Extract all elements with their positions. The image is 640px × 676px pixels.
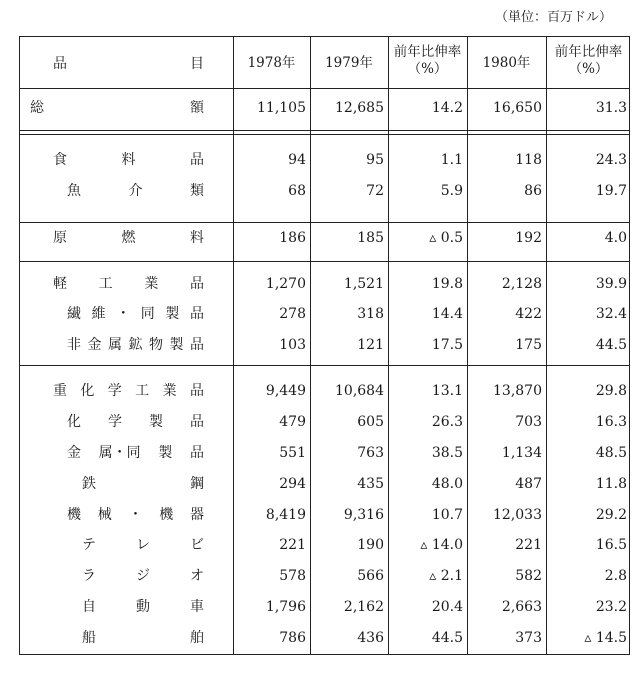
row-item-label <box>82 475 204 493</box>
row-item-char: ・ <box>116 306 131 322</box>
unit-caption: （単位：百万ドル） <box>494 10 612 25</box>
value-1980: 175 <box>515 337 542 353</box>
row-item-char: 魚 <box>67 183 81 199</box>
trade-table <box>19 36 630 655</box>
row-item-char: ジ <box>136 568 150 584</box>
value-1980: 192 <box>515 230 542 246</box>
row-item-char: 製 <box>149 414 163 430</box>
row-item-label <box>53 382 204 400</box>
row-item-label <box>82 536 204 554</box>
header-rate-1979 <box>388 44 467 78</box>
row-item-char: ビ <box>190 537 204 553</box>
row-item-char: 器 <box>190 507 204 523</box>
row-item-label <box>67 506 204 524</box>
row-item-char: オ <box>190 568 204 584</box>
row-item-char: 業 <box>144 276 159 292</box>
rate-1979: ▵ 2.1 <box>429 568 463 584</box>
row-item-char: 金 <box>67 445 81 461</box>
value-1980: 2,663 <box>501 599 542 615</box>
header-1978: 1978年 <box>247 55 296 71</box>
rate-1979: 13.1 <box>431 383 463 399</box>
value-1979: 185 <box>357 230 384 246</box>
header-rule <box>20 88 629 89</box>
value-1979: 72 <box>366 183 384 199</box>
row-item-char: 鉄 <box>82 476 96 492</box>
row-item-char: 料 <box>121 152 136 168</box>
row-item-char: 軽 <box>53 276 67 292</box>
rate-1979: 17.5 <box>431 337 463 353</box>
value-1979: 190 <box>357 537 384 553</box>
row-item-char: 繊 <box>67 306 81 322</box>
value-1978: 578 <box>279 568 306 584</box>
row-item-char: ・ <box>128 507 143 523</box>
value-1980: 221 <box>515 537 542 553</box>
value-1978: 551 <box>279 445 306 461</box>
header-rate-label: 前年比伸率 <box>554 44 623 60</box>
row-item-char: 機 <box>159 507 174 523</box>
row-item-char: 自 <box>82 599 96 615</box>
row-item-label <box>67 413 204 431</box>
value-1978: 479 <box>279 414 306 430</box>
header-1980: 1980年 <box>482 55 531 71</box>
row-item-char: 舶 <box>190 630 204 646</box>
row-item-char: 工 <box>135 383 150 399</box>
row-item-char: 物 <box>149 337 163 353</box>
row-item-char: 料 <box>190 230 204 246</box>
row-item-label <box>53 275 204 293</box>
value-1979: 1,521 <box>343 276 384 292</box>
row-item-char: 重 <box>53 383 67 399</box>
rate-1980: 16.3 <box>595 414 627 430</box>
row-item-char: 学 <box>107 383 122 399</box>
row-item-char: 介 <box>128 183 143 199</box>
row-item-label <box>30 99 204 117</box>
rate-1980: 19.7 <box>595 183 627 199</box>
value-1978: 1,796 <box>265 599 306 615</box>
row-item-label <box>67 305 204 323</box>
group-rule <box>20 261 629 262</box>
value-1980: 12,033 <box>493 507 542 523</box>
row-item-char: 業 <box>162 383 177 399</box>
row-item-char: 鋼 <box>190 476 204 492</box>
value-1979: 435 <box>357 476 384 492</box>
header-1979: 1979年 <box>325 55 373 71</box>
header-rate-label: 前年比伸率 <box>393 44 462 60</box>
row-item-char: 属 <box>108 337 122 353</box>
value-1980: 86 <box>524 183 542 199</box>
row-item-label <box>53 151 204 169</box>
value-1980: 422 <box>515 306 542 322</box>
row-item-char: 製 <box>158 445 173 461</box>
row-item-char: レ <box>136 537 150 553</box>
group-rule <box>20 222 629 223</box>
value-1978: 186 <box>279 230 306 246</box>
header-item <box>53 55 204 73</box>
rate-1979: 14.4 <box>431 306 463 322</box>
value-1979: 318 <box>357 306 384 322</box>
row-item-char: 動 <box>136 599 150 615</box>
row-item-char: 非 <box>67 337 81 353</box>
rate-1979: 38.5 <box>431 445 463 461</box>
rate-1979: 44.5 <box>431 630 463 646</box>
row-item-label <box>82 629 204 647</box>
row-item-char: 船 <box>82 630 96 646</box>
row-item-char: 維 <box>91 306 106 322</box>
rate-1979: 48.0 <box>431 476 463 492</box>
row-item-char: 総 <box>30 100 44 116</box>
row-item-char: 類 <box>190 183 204 199</box>
rate-1980: 2.8 <box>604 568 627 584</box>
value-1980: 118 <box>515 152 542 168</box>
value-1980: 13,870 <box>493 383 542 399</box>
value-1978: 1,270 <box>265 276 306 292</box>
rate-1979: 14.2 <box>431 100 463 116</box>
row-item-char: 属・同 <box>98 445 141 461</box>
rate-1979: 1.1 <box>440 152 463 168</box>
header-rate-unit: （%） <box>407 61 448 77</box>
value-1980: 1,134 <box>501 445 542 461</box>
value-1979: 121 <box>357 337 384 353</box>
row-item-label <box>67 336 204 354</box>
rate-1979: 10.7 <box>431 507 463 523</box>
value-1979: 12,685 <box>335 100 384 116</box>
rate-1980: 24.3 <box>595 152 627 168</box>
rate-1980: 44.5 <box>595 337 627 353</box>
header-item-char: 品 <box>53 56 67 72</box>
rate-1980: ▵ 14.5 <box>584 630 627 646</box>
value-1979: 605 <box>357 414 384 430</box>
row-item-char: 金 <box>87 337 102 353</box>
value-1978: 103 <box>279 337 306 353</box>
row-item-label <box>53 229 204 247</box>
value-1980: 16,650 <box>493 100 542 116</box>
value-1979: 436 <box>357 630 384 646</box>
value-1980: 2,128 <box>501 276 542 292</box>
row-item-char: 品 <box>190 414 204 430</box>
row-item-char: ラ <box>82 568 96 584</box>
row-item-char: 品 <box>189 445 204 461</box>
rate-1979: ▵ 14.0 <box>420 537 463 553</box>
row-item-char: 工 <box>98 276 113 292</box>
total-double-rule <box>20 130 629 135</box>
row-item-char: 化 <box>67 414 81 430</box>
value-1979: 763 <box>357 445 384 461</box>
row-item-char: 品 <box>190 152 204 168</box>
value-1978: 68 <box>288 183 306 199</box>
value-1979: 10,684 <box>335 383 384 399</box>
row-item-char: 機 <box>67 507 81 523</box>
value-1978: 94 <box>288 152 306 168</box>
rate-1979: 5.9 <box>440 183 463 199</box>
row-item-char: 製 <box>165 306 180 322</box>
row-item-char: 品 <box>189 306 204 322</box>
value-1980: 703 <box>515 414 542 430</box>
value-1978: 11,105 <box>257 100 306 116</box>
row-item-char: 学 <box>108 414 122 430</box>
value-1978: 9,449 <box>265 383 306 399</box>
value-1979: 9,316 <box>343 507 384 523</box>
value-1979: 95 <box>366 152 384 168</box>
row-item-char: 品 <box>189 383 204 399</box>
row-item-char: 品 <box>189 276 204 292</box>
rate-1980: 48.5 <box>595 445 627 461</box>
row-item-char: 車 <box>190 599 204 615</box>
rate-1979: 26.3 <box>431 414 463 430</box>
value-1978: 8,419 <box>265 507 306 523</box>
rate-1980: 11.8 <box>595 476 627 492</box>
row-item-label <box>82 598 204 616</box>
row-item-label <box>67 182 204 200</box>
row-item-char: 燃 <box>121 230 136 246</box>
value-1980: 582 <box>515 568 542 584</box>
value-1979: 566 <box>357 568 384 584</box>
row-item-char: テ <box>82 537 96 553</box>
row-item-char: 同 <box>140 306 155 322</box>
row-item-char: 製 <box>169 337 184 353</box>
rate-1980: 32.4 <box>595 306 627 322</box>
value-1978: 221 <box>279 537 306 553</box>
row-item-char: 額 <box>190 100 204 116</box>
rate-1980: 16.5 <box>595 537 627 553</box>
rate-1980: 39.9 <box>595 276 627 292</box>
rate-1979: 20.4 <box>431 599 463 615</box>
row-item-char: 化 <box>80 383 95 399</box>
value-1980: 487 <box>515 476 542 492</box>
value-1979: 2,162 <box>343 599 384 615</box>
row-item-char: 品 <box>190 337 204 353</box>
value-1980: 373 <box>515 630 542 646</box>
rate-1979: 19.8 <box>431 276 463 292</box>
row-item-label <box>67 444 204 462</box>
header-rate-1980 <box>546 44 631 78</box>
row-item-char: 械 <box>97 507 112 523</box>
row-item-char: 鉱 <box>128 337 143 353</box>
group-rule <box>20 365 629 366</box>
row-item-label <box>82 567 204 585</box>
rate-1980: 23.2 <box>595 599 627 615</box>
row-item-char: 原 <box>53 230 67 246</box>
value-1978: 278 <box>279 306 306 322</box>
rate-1979: ▵ 0.5 <box>429 230 463 246</box>
value-1978: 786 <box>279 630 306 646</box>
rate-1980: 29.8 <box>595 383 627 399</box>
row-item-char: 食 <box>53 152 67 168</box>
value-1978: 294 <box>279 476 306 492</box>
header-rate-unit: （%） <box>568 61 609 77</box>
rate-1980: 31.3 <box>595 100 627 116</box>
rate-1980: 4.0 <box>604 230 627 246</box>
header-item-char: 目 <box>190 56 204 72</box>
rate-1980: 29.2 <box>595 507 627 523</box>
